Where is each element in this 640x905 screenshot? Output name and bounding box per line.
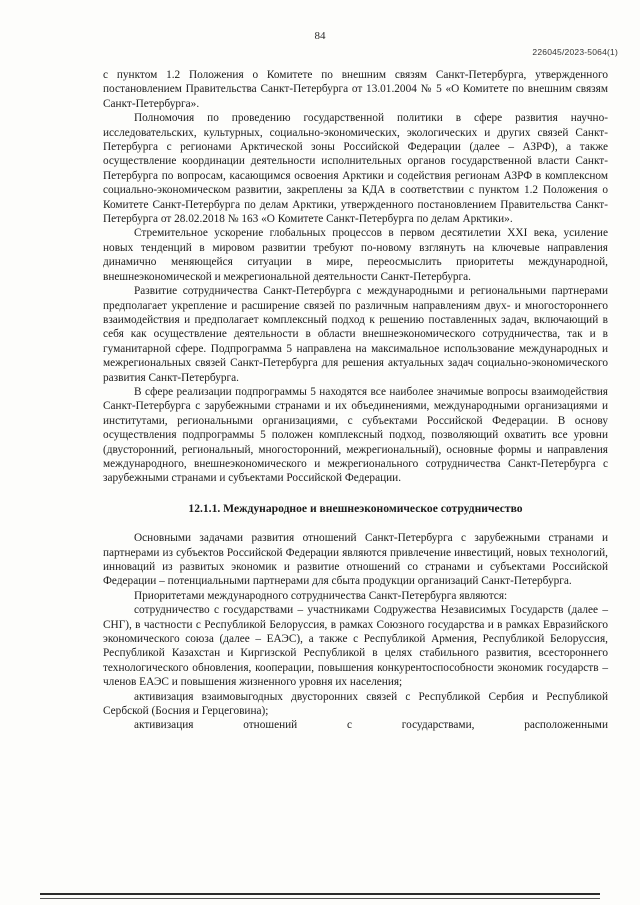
page-number: 84 (314, 30, 326, 42)
paragraph-3: Стремительное ускорение глобальных процессов в первом десятилетии XXI века, усиление новых тенденций в мировом развитии требуют по-новому взглянуть на ключевые направления динамично меняющейся ситуации в мире, переосмыслить приоритеты международной, внешнеэкономической и межрегиональной деятельности Санкт-Петербурга. (103, 227, 608, 283)
paragraph-9: активизация взаимовыгодных двусторонних связей с Республикой Сербия и Республикой Сербской (Босния и Герцеговина); (103, 690, 608, 718)
paragraph-4: Развитие сотрудничества Санкт-Петербурга с международными и региональными партнерами предполагает укрепление и расширение связей по различным направлениям двух- и многостороннего взаимодействия и предполагает комплексный подход к решению поставленных задач, включающий в себя как осуществление деятельности в области внешнеэкономического сотрудничества, так и в гуманитарной сфере. Подпрограмма 5 направлена на максимальное использование международных и межрегиональных связей Санкт-Петербурга для решения актуальных задач социально-экономического развития Санкт-Петербурга. (103, 285, 608, 384)
section-heading: 12.1.1. Международное и внешнеэкономическое сотрудничество (188, 501, 523, 515)
paragraph-10: активизация отношений с государствами, расположенными (134, 719, 608, 732)
paragraph-2: Полномочия по проведению государственной политики в сфере развития научно-исследовательских, культурных, социально-экономических, экологических и других связей Санкт-Петербурга с регионами Арктической зоны Российской Федерации (далее – АЗРФ), а также осуществление координации деятельности исполнительных органов государственной власти Санкт-Петербурга по вопросам, касающимся освоения Арктики и содействия регионам АЗРФ в комплексном социально-экономическом развитии, закреплены за КДА в соответствии с пунктом 1.2 Положения о Комитете Санкт-Петербурга по делам Арктики, утвержденного постановлением Правительства Санкт-Петербурга от 28.02.2018 № 163 «О Комитете Санкт-Петербурга по делам Арктики». (103, 112, 608, 226)
paragraph-5: В сфере реализации подпрограммы 5 находятся все наиболее значимые вопросы взаимодействия Санкт-Петербурга с зарубежными странами и их объединениями, международными организациями и институтами, региональными организациями, с субъектами Российской Федерации. В основу осуществления подпрограммы 5 положен комплексный подход, позволяющий охватить все уровни (двусторонний, региональный, многосторонний, межрегиональный), основные формы и направления международного, внешнеэкономического и межрегионального сотрудничества Санкт-Петербурга с зарубежными странами и субъектами Российской Федерации. (103, 385, 608, 485)
bottom-rule (40, 893, 600, 895)
document-body (103, 68, 608, 733)
paragraph-7: Приоритетами международного сотрудничества Санкт-Петербурга являются: (134, 589, 508, 602)
paragraph-1: с пунктом 1.2 Положения о Комитете по внешним связям Санкт-Петербурга, утвержденного постановлением Правительства Санкт-Петербурга от 13.01.2004 № 5 «О Комитете по внешним связям Санкт-Петербурга». (103, 69, 608, 110)
paragraph-6: Основными задачами развития отношений Санкт-Петербурга с зарубежными странами и партнерами из субъектов Российской Федерации являются привлечение инвестиций, новых технологий, инноваций из развитых экономик и развитие отношений со странами и субъектами Российской Федерации – потенциальными партнерами для сбыта продукции организаций Санкт-Петербурга. (103, 532, 608, 588)
bottom-rule-secondary (40, 898, 600, 899)
paragraph-8: сотрудничество с государствами – участниками Содружества Независимых Государств (далее – СНГ), в частности с Республикой Белоруссия, в рамках Союзного государства и в рамках Евразийского экономического союза (далее – ЕАЭС), а также с Республикой Армения, Республикой Белоруссия, Республикой Казахстан и Киргизской Республикой в целях стабильного развития, всестороннего технологического обновления, кооперации, повышения конкурентоспособности экономик государств – членов ЕАЭС и повышения жизненного уровня их населения; (103, 604, 608, 689)
document-code: 226045/2023-5064(1) (532, 47, 618, 57)
